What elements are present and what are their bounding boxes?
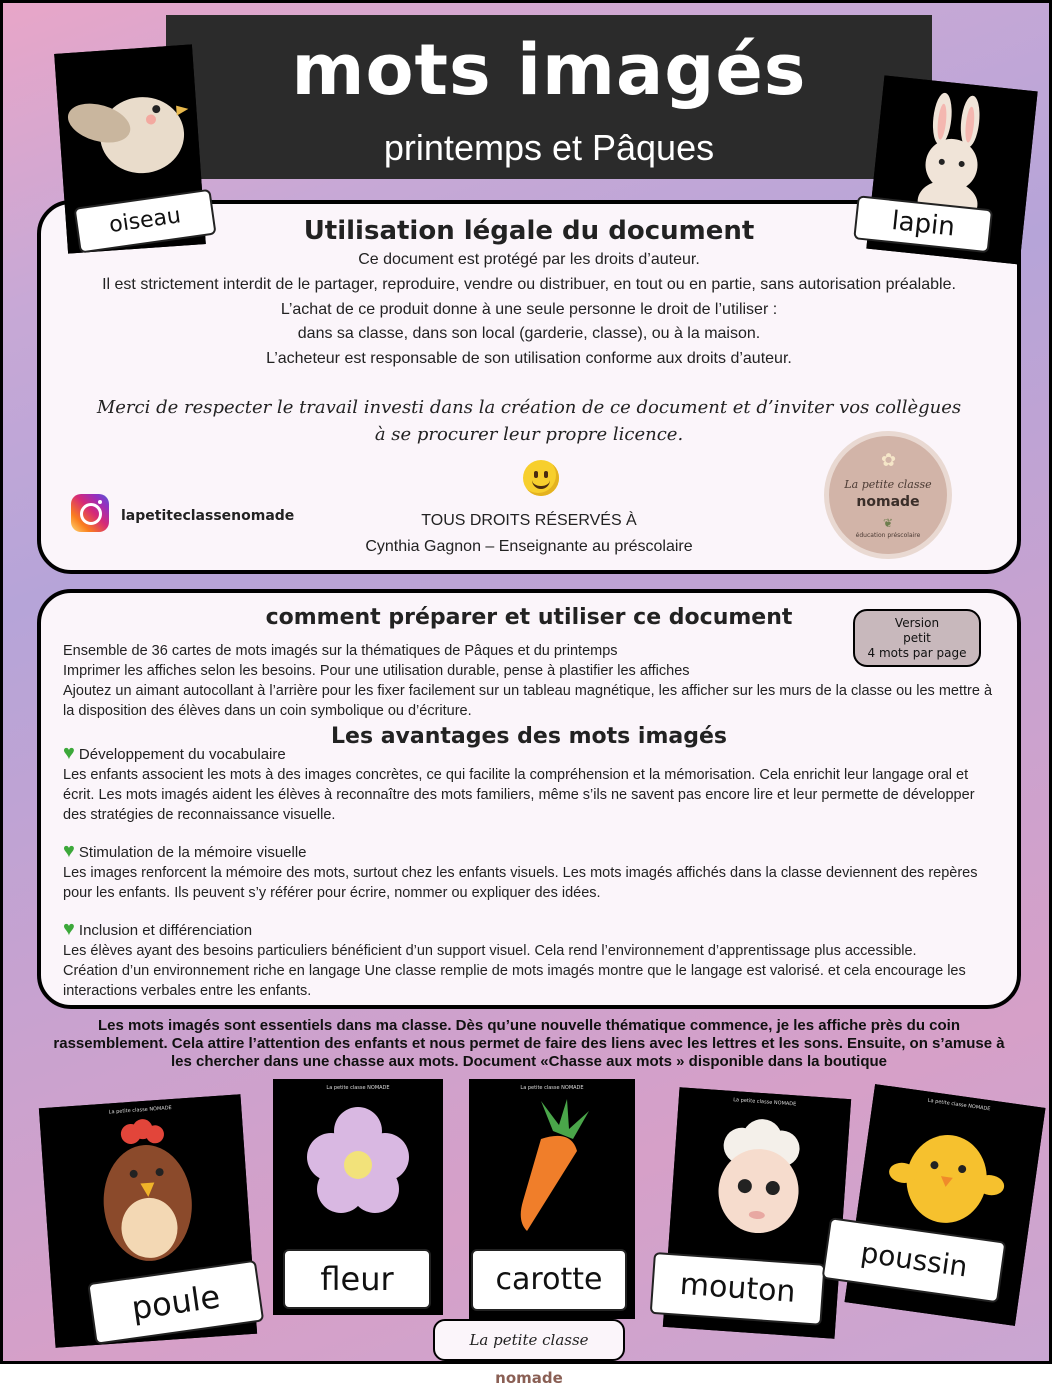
- smiley-icon: [523, 460, 559, 496]
- brand-logo: [824, 431, 952, 559]
- legal-line: dans sa classe, dans son local (garderie, classe), ou à la maison.: [297, 325, 761, 342]
- card-word: oiseau: [74, 189, 217, 254]
- classroom-note: Les mots imagés sont essentiels dans ma classe. Dès qu’une nouvelle thématique commence, je les affiche près du coin rassemblement. Cela attire l’attention des enfants et nous permet de faire des liens avec les lettres et les sons. Ensuite, on s’amuse à les chercher dans une chasse aux mots. Document «Chasse aux mots » disponible dans la boutique: [53, 1017, 1005, 1070]
- rights-line: TOUS DROITS RÉSERVÉS À: [421, 512, 637, 529]
- legal-title: Utilisation légale du document: [303, 216, 755, 246]
- card-fleur: [273, 1079, 443, 1315]
- card-word: lapin: [853, 195, 993, 253]
- advantage-title: Stimulation de la mémoire visuelle: [78, 844, 307, 861]
- card-oiseau: [54, 44, 206, 253]
- card-word: poussin: [822, 1217, 1007, 1303]
- usage-line: Imprimer les affiches selon les besoins. Pour une utilisation durable, pense à plastifier les affiches: [63, 663, 690, 679]
- advantage-block: [63, 743, 1003, 825]
- badge-line: petit: [903, 631, 931, 645]
- card-word: carotte: [471, 1249, 627, 1311]
- instagram-handle[interactable]: lapetiteclassenomade: [121, 508, 295, 524]
- author-line: Cynthia Gagnon – Enseignante au préscolaire: [365, 538, 693, 555]
- legal-line: L’acheteur est responsable de son utilisation conforme aux droits d’auteur.: [266, 350, 792, 367]
- advantages-title: Les avantages des mots imagés: [331, 724, 727, 749]
- title-banner: [166, 15, 932, 179]
- card-brand: La petite classe NOMADE: [326, 1085, 390, 1091]
- bird-icon: [56, 47, 200, 206]
- footer-text: La petite classe: [469, 1331, 589, 1349]
- carrot-icon: [471, 1081, 633, 1241]
- card-mouton: [663, 1087, 851, 1338]
- flower-icon: ✿: [881, 450, 897, 471]
- heart-icon: ♥: [63, 742, 75, 764]
- legal-line: Il est strictement interdit de le partager, reproduire, vendre ou distribuer, en tout ou en partie, sans autorisation préalable.: [102, 276, 956, 293]
- usage-panel: [37, 589, 1021, 1009]
- badge-line: Version: [894, 616, 940, 630]
- flower-icon: [275, 1081, 441, 1241]
- heart-icon: ♥: [63, 840, 75, 862]
- card-brand: La petite classe NOMADE: [108, 1105, 172, 1116]
- hen-icon: [41, 1096, 250, 1279]
- card-lapin: [866, 75, 1037, 264]
- card-brand: La petite classe NOMADE: [733, 1097, 797, 1108]
- legal-line: Ce document est protégé par les droits d’auteur.: [358, 251, 700, 268]
- card-poussin: [845, 1084, 1046, 1326]
- leaf-icon: ❦: [882, 516, 894, 530]
- footer-brand: [433, 1319, 625, 1387]
- footer-brand-name: nomade: [495, 1369, 563, 1387]
- usage-line: Ajoutez un aimant autocollant à l’arrière pour les fixer facilement sur un tableau magnétique, les afficher sur les murs de la classe ou les mettre à la disposition des élèves dans un coin symbolique ou d’écriture.: [63, 683, 993, 719]
- card-carotte: [469, 1079, 635, 1319]
- advantage-text: Les images renforcent la mémoire des mots, surtout chez les enfants visuels. Les mots imagés affichés dans la classe deviennent des repères pour les enfants. Ils peuvent s’y référer pour écrire, nommer ou expliquer des idées.: [63, 865, 978, 901]
- advantage-text: Les enfants associent les mots à des images concrètes, ce qui facilite la compréhension et la mémorisation. Cela enrichit leur langage oral et écrit. Les mots imagés aident les élèves à reconnaître des mots familiers, même s’ils ne savent pas encore lire et leur permette de développer des stratégies de reconnaissance visuelle.: [63, 767, 975, 823]
- logo-text: éducation préscolaire: [855, 532, 921, 539]
- advantage-text: Les élèves ayant des besoins particuliers bénéficient d’un support visuel. Cela rend l’environnement d’apprentissage plus accessible. Création d’un environnement riche en langage Une classe remplie de mots imagés montre que le langage est valorisé. et cela encourage les interactions verbales entre les enfants.: [63, 943, 966, 999]
- card-poule: [39, 1094, 257, 1348]
- heart-icon: ♥: [63, 918, 75, 940]
- thanks-line: à se procurer leur propre licence.: [374, 424, 684, 445]
- logo-text: La petite classe: [844, 478, 932, 491]
- card-brand: La petite classe NOMADE: [927, 1097, 991, 1113]
- advantage-block: [63, 841, 1003, 903]
- page-title: mots imagés: [291, 29, 807, 111]
- thanks-line: Merci de respecter le travail investi dans la création de ce document et d’inviter vos collègues: [96, 397, 962, 418]
- card-word: poule: [87, 1260, 264, 1345]
- advantage-block: [63, 919, 1003, 1001]
- usage-line: Ensemble de 36 cartes de mots imagés sur la thématiques de Pâques et du printemps: [63, 643, 618, 659]
- advantage-title: Développement du vocabulaire: [78, 746, 286, 763]
- card-word: mouton: [650, 1252, 826, 1326]
- advantage-title: Inclusion et différenciation: [78, 922, 253, 939]
- legal-line: L’achat de ce produit donne à une seule personne le droit de l’utiliser :: [280, 301, 778, 318]
- usage-title: comment préparer et utiliser ce document: [265, 605, 793, 630]
- sheep-icon: [670, 1089, 849, 1260]
- logo-text: nomade: [856, 494, 920, 510]
- page-subtitle: printemps et Pâques: [383, 127, 715, 168]
- legal-panel: [37, 200, 1021, 574]
- card-brand: La petite classe NOMADE: [520, 1085, 584, 1091]
- badge-line: 4 mots par page: [867, 646, 967, 660]
- card-word: fleur: [283, 1249, 431, 1309]
